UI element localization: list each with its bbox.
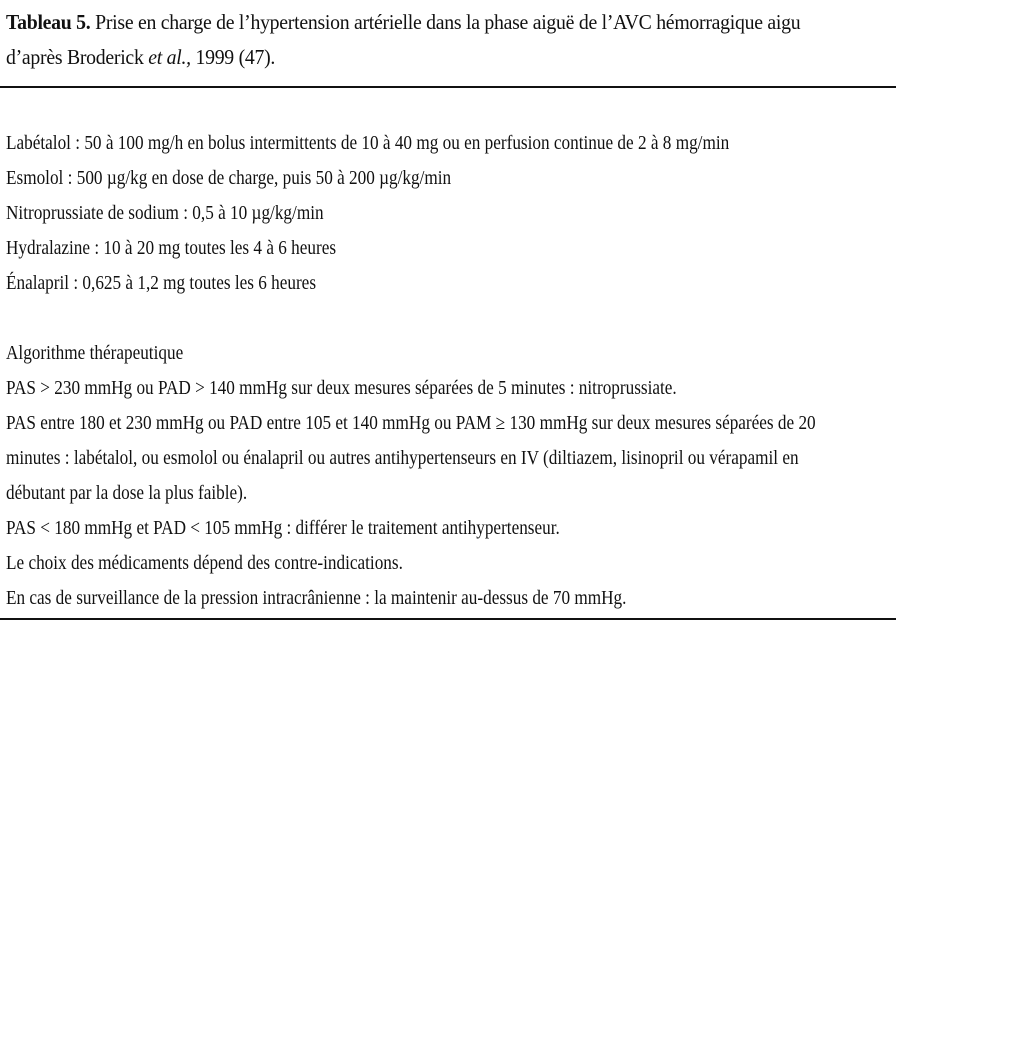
algorithm-line: PAS < 180 mmHg et PAD < 105 mmHg : différer le traitement antihypertenseur.: [6, 517, 560, 539]
algorithm-line: débutant par la dose la plus faible).: [6, 482, 248, 504]
algorithm-line: PAS entre 180 et 230 mmHg ou PAD entre 105 et 140 mmHg ou PAM ≥ 130 mmHg sur deux mesures séparées de 20: [6, 412, 816, 434]
algorithm-line: minutes : labétalol, ou esmolol ou énalapril ou autres antihypertenseurs en IV (diltiazem, lisinopril ou vérapamil en: [6, 447, 799, 469]
drug-line: Esmolol : 500 µg/kg en dose de charge, puis 50 à 200 µg/kg/min: [6, 167, 452, 189]
caption-line-2: [6, 39, 834, 74]
caption-line-1: [6, 4, 834, 39]
caption-label: Tableau 5.: [6, 10, 91, 34]
algorithm-line: PAS > 230 mmHg ou PAD > 140 mmHg sur deux mesures séparées de 5 minutes : nitroprussiate.: [6, 377, 677, 399]
caption-source-suffix: 1999 (47).: [190, 45, 276, 69]
top-rule: [0, 86, 896, 88]
algorithm-line: Le choix des médicaments dépend des contre-indications.: [6, 552, 403, 574]
bottom-rule: [0, 618, 896, 620]
table-body: [6, 126, 849, 616]
caption-title: Prise en charge de l’hypertension artérielle dans la phase aiguë de l’AVC hémorragique aigu: [95, 10, 801, 34]
algorithm-heading: Algorithme thérapeutique: [6, 342, 184, 364]
section-spacer: [6, 301, 849, 336]
drug-line: Hydralazine : 10 à 20 mg toutes les 4 à 6 heures: [6, 237, 337, 259]
drug-line: Labétalol : 50 à 100 mg/h en bolus intermittents de 10 à 40 mg ou en perfusion continue de 2 à 8 mg/min: [6, 132, 730, 154]
caption-source-prefix: d’après Broderick: [6, 45, 149, 69]
caption-source-italic: et al.,: [148, 45, 191, 69]
table-caption: [6, 4, 834, 74]
drug-line: Nitroprussiate de sodium : 0,5 à 10 µg/kg/min: [6, 202, 324, 224]
drug-line: Énalapril : 0,625 à 1,2 mg toutes les 6 heures: [6, 272, 317, 294]
algorithm-line: En cas de surveillance de la pression intracrânienne : la maintenir au-dessus de 70 mmHg.: [6, 587, 627, 609]
